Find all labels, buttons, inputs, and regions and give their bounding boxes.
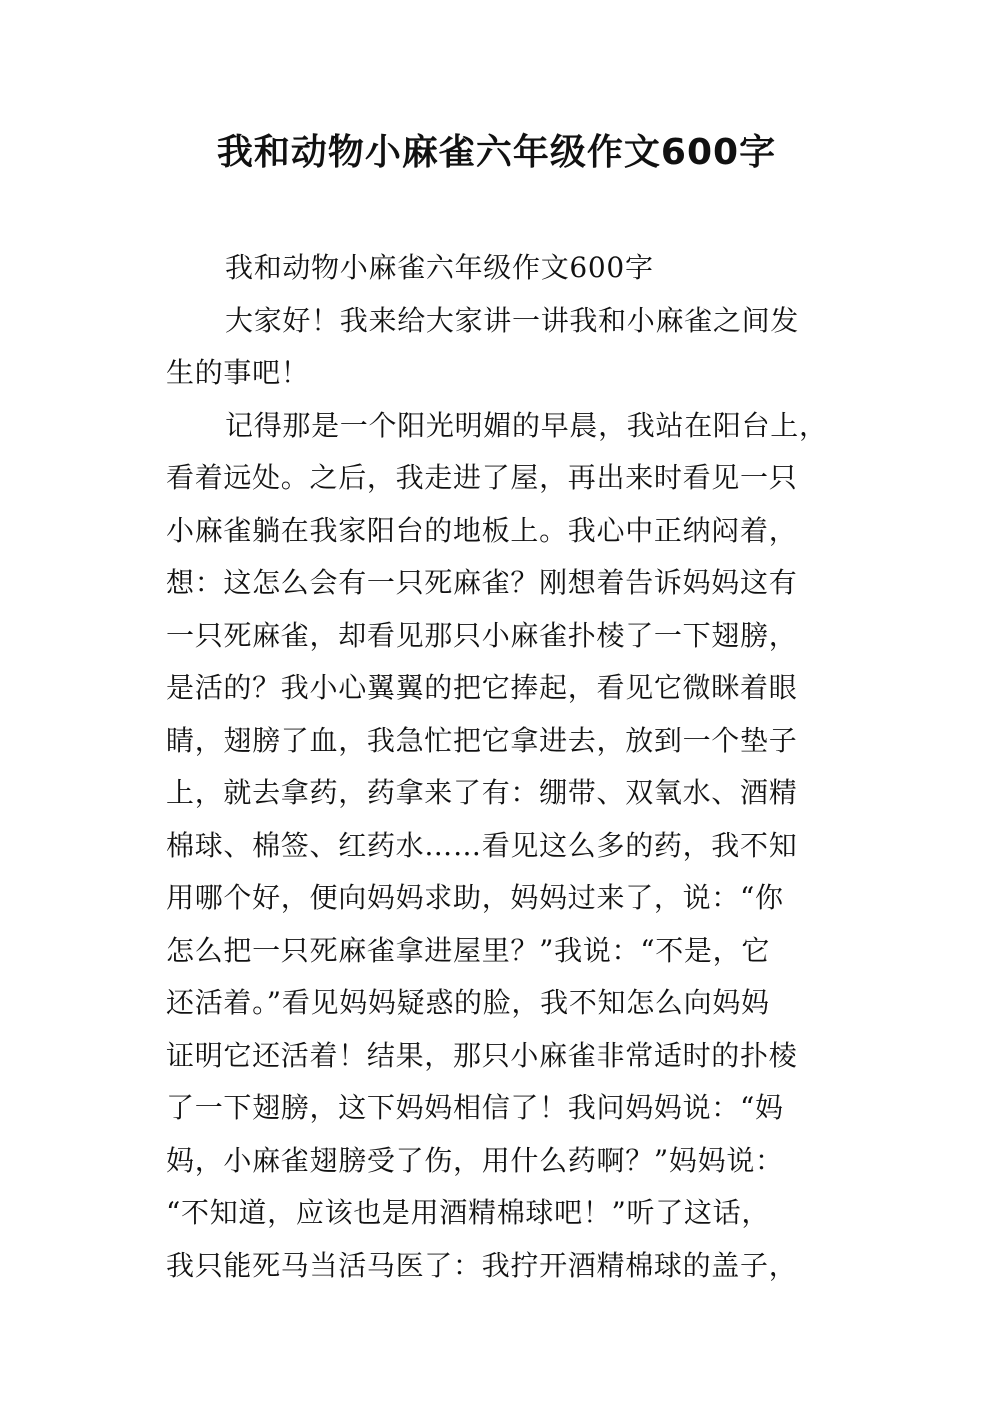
text-line: 怎么把一只死麻雀拿进屋里？”我说：“不是，它 bbox=[166, 933, 771, 967]
text-line: 记得那是一个阳光明媚的早晨，我站在阳台上， bbox=[225, 408, 828, 442]
text-line: 是活的？我小心翼翼的把它捧起，看见它微眯着眼 bbox=[166, 671, 798, 704]
text-line: 一只死麻雀，却看见那只小麻雀扑棱了一下翅膀， bbox=[166, 618, 798, 652]
document-title: 我和动物小麻雀六年级作文600字 bbox=[216, 132, 777, 173]
document-body bbox=[166, 242, 866, 1292]
text-line: 了一下翅膀，这下妈妈相信了！我问妈妈说：“妈 bbox=[166, 1091, 784, 1124]
text-line: 生的事吧！ bbox=[166, 356, 310, 389]
text-line: 棉球、棉签、红药水……看见这么多的药，我不知 bbox=[166, 828, 798, 862]
text-line: 睛，翅膀了血，我急忙把它拿进去，放到一个垫子 bbox=[166, 723, 798, 757]
text-line: 我和动物小麻雀六年级作文600字 bbox=[225, 251, 654, 284]
text-line: 我只能死马当活马医了：我拧开酒精棉球的盖子， bbox=[166, 1248, 798, 1282]
text-line: 看着远处。之后，我走进了屋，再出来时看见一只 bbox=[166, 461, 798, 494]
text-line: 还活着。”看见妈妈疑惑的脸，我不知怎么向妈妈 bbox=[166, 986, 770, 1019]
text-line: 小麻雀躺在我家阳台的地板上。我心中正纳闷着， bbox=[166, 513, 798, 547]
text-line: 上，就去拿药，药拿来了有：绷带、双氧水、酒精 bbox=[166, 776, 798, 809]
text-line: 用哪个好，便向妈妈求助，妈妈过来了，说：“你 bbox=[166, 881, 784, 914]
text-line: 妈，小麻雀翅膀受了伤，用什么药啊？”妈妈说： bbox=[166, 1143, 784, 1177]
text-line: 大家好！我来给大家讲一讲我和小麻雀之间发 bbox=[225, 303, 800, 337]
text-line: 证明它还活着！结果，那只小麻雀非常适时的扑棱 bbox=[166, 1038, 798, 1072]
text-line: “不知道，应该也是用酒精棉球吧！”听了这话， bbox=[166, 1196, 771, 1229]
text-line: 想：这怎么会有一只死麻雀？刚想着告诉妈妈这有 bbox=[166, 566, 798, 599]
